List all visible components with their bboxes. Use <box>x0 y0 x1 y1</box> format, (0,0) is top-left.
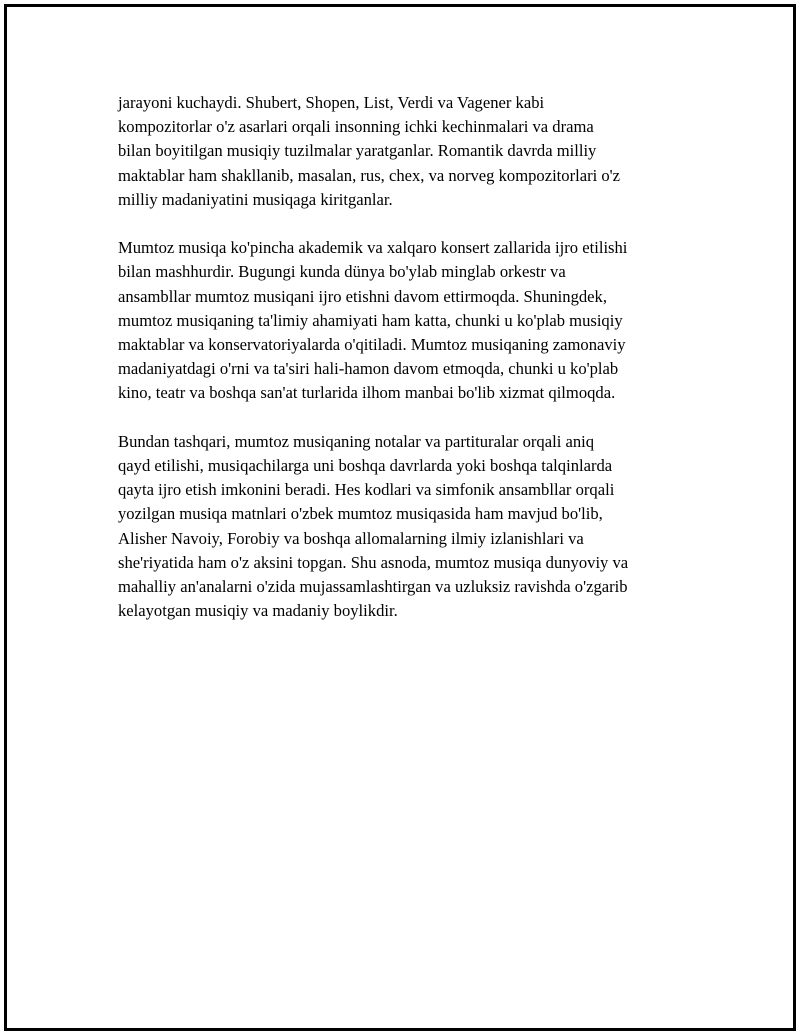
text-line: jarayoni kuchaydi. Shubert, Shopen, List, Verdi va Vagener kabi <box>118 93 545 112</box>
paragraph-3 <box>118 430 698 624</box>
text-line: madaniyatdagi o'rni va ta'siri hali-hamon davom etmoqda, chunki u ko'plab <box>118 359 619 379</box>
text-line: maktablar va konservatoriyalarda o'qitiladi. Mumtoz musiqaning zamonaviy <box>118 335 626 355</box>
text-line: kelayotgan musiqiy va madaniy boylikdir. <box>118 601 398 621</box>
text-line: kino, teatr va boshqa san'at turlarida ilhom manbai bo'lib xizmat qilmoqda. <box>118 383 616 403</box>
paragraph-2 <box>118 236 698 405</box>
text-line: mumtoz musiqaning ta'limiy ahamiyati ham katta, chunki u ko'plab musiqiy <box>118 310 623 330</box>
text-line: mahalliy an'analarni o'zida mujassamlashtirgan va uzluksiz ravishda o'zgarib <box>118 577 628 597</box>
text-line: qayd etilishi, musiqachilarga uni boshqa davrlarda yoki boshqa talqinlarda <box>118 456 613 476</box>
text-line: she'riyatida ham o'z aksini topgan. Shu asnoda, mumtoz musiqa dunyoviy va <box>118 552 629 572</box>
text-line: maktablar ham shakllanib, masalan, rus, chex, va norveg kompozitorlari o'z <box>118 165 621 185</box>
text-line: yozilgan musiqa matnlari o'zbek mumtoz musiqasida ham mavjud bo'lib, <box>118 504 603 524</box>
text-line: milliy madaniyatini musiqaga kiritganlar. <box>118 189 393 209</box>
text-line: bilan boyitilgan musiqiy tuzilmalar yaratganlar. Romantik davrda milliy <box>118 141 597 161</box>
text-line: bilan mashhurdir. Bugungi kunda dünya bo'ylab minglab orkestr va <box>118 262 566 282</box>
text-line: Mumtoz musiqa ko'pincha akademik va xalqaro konsert zallarida ijro etilishi <box>118 238 628 258</box>
document-body <box>118 91 698 648</box>
paragraph-1 <box>118 91 698 212</box>
text-line: Alisher Navoiy, Forobiy va boshqa allomalarning ilmiy izlanishlari va <box>118 528 584 548</box>
text-line: ansambllar mumtoz musiqani ijro etishni davom ettirmoqda. Shuningdek, <box>118 286 607 306</box>
text-line: qayta ijro etish imkonini beradi. Hes kodlari va simfonik ansambllar orqali <box>118 480 615 500</box>
text-line: kompozitorlar o'z asarlari orqali insonning ichki kechinmalari va drama <box>118 117 594 137</box>
text-line: Bundan tashqari, mumtoz musiqaning notalar va partituralar orqali aniq <box>118 431 595 451</box>
